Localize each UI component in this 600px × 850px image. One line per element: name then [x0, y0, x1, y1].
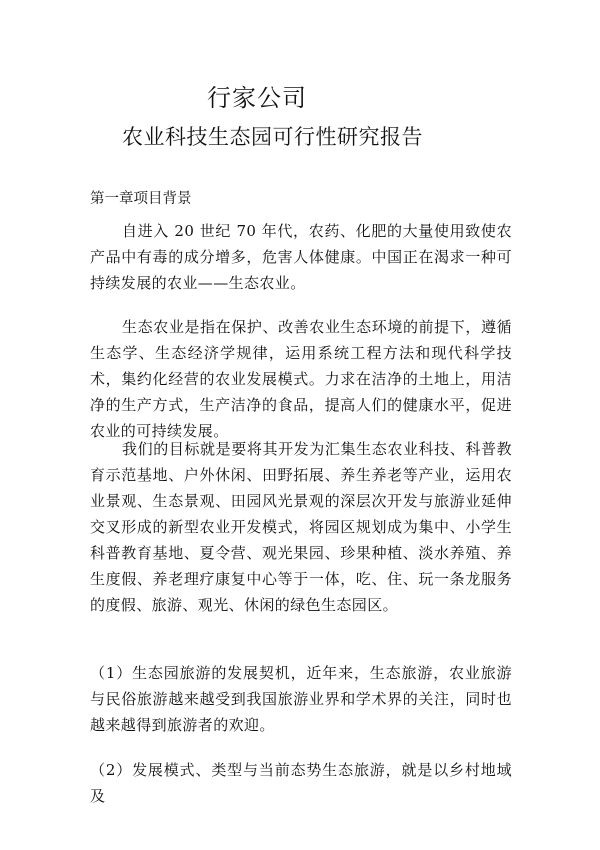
paragraph-goals: 我们的目标就是要将其开发为汇集生态农业科技、科普教育示范基地、户外休闲、田野拓展、养生养老等产业，运用农业景观、生态景观、田园风光景观的深层次开发与旅游业延伸交叉形成的新型农业开发模式，将园区规划成为集中、小学生科普教育基地、夏令营、观光果园、珍果种植、淡水养殖、养生度假、养老理疗康复中心等于一体，吃、住、玩一条龙服务的度假、旅游、观光、休闲的绿色生态园区。	[90, 440, 512, 614]
paragraph-opportunity: （1）生态园旅游的发展契机，近年来，生态旅游，农业旅游与民俗旅游越来越受到我国旅游业界和学术界的关注，同时也越来越得到旅游者的欢迎。	[90, 664, 512, 734]
paragraph-background: 自进入 20 世纪 70 年代，农药、化肥的大量使用致使农产品中有毒的成分增多，危害人体健康。中国正在渴求一种可持续发展的农业——生态农业。	[90, 222, 512, 292]
report-title: 农业科技生态园可行性研究报告	[122, 125, 423, 149]
company-name: 行家公司	[207, 84, 307, 112]
paragraph-eco-agriculture: 生态农业是指在保护、改善农业生态环境的前提下，遵循生态学、生态经济学规律，运用系统工程方法和现代科学技术，集约化经营的农业发展模式。力求在洁净的土地上，用洁净的生产方式，生产洁净的食品，提高人们的健康水平，促进农业的可持续发展。	[90, 318, 512, 440]
chapter-heading: 第一章项目背景	[90, 191, 192, 207]
paragraph-development-mode: （2）发展模式、类型与当前态势生态旅游，就是以乡村地域及	[90, 761, 512, 805]
